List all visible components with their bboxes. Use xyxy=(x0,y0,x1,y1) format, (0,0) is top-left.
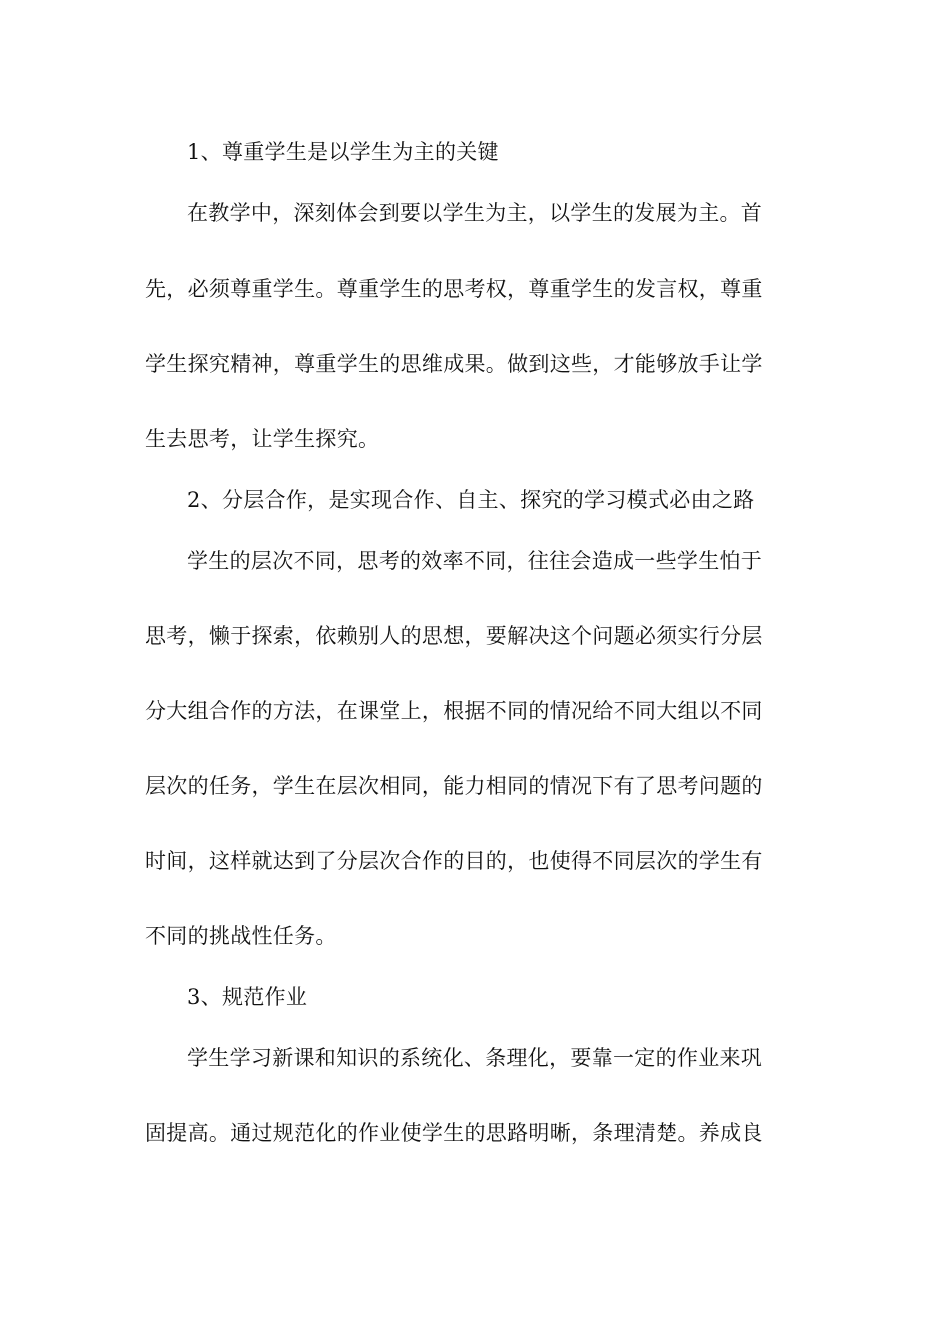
paragraph-line: 层次的任务，学生在层次相同，能力相同的情况下有了思考问题的 xyxy=(145,774,763,798)
paragraph-line: 固提高。通过规范化的作业使学生的思路明晰，条理清楚。养成良 xyxy=(145,1121,763,1145)
paragraph-line: 学生探究精神，尊重学生的思维成果。做到这些，才能够放手让学 xyxy=(145,352,763,376)
paragraph-line: 不同的挑战性任务。 xyxy=(145,924,337,948)
paragraph-line: 在教学中，深刻体会到要以学生为主，以学生的发展为主。首 xyxy=(187,201,763,225)
paragraph-line: 先，必须尊重学生。尊重学生的思考权，尊重学生的发言权，尊重 xyxy=(145,277,763,301)
paragraph-line: 时间，这样就达到了分层次合作的目的，也使得不同层次的学生有 xyxy=(145,849,763,873)
paragraph-line: 生去思考，让学生探究。 xyxy=(145,427,380,451)
paragraph-line: 学生学习新课和知识的系统化、条理化，要靠一定的作业来巩 xyxy=(187,1046,763,1070)
paragraph-line: 分大组合作的方法，在课堂上，根据不同的情况给不同大组以不同 xyxy=(145,699,763,723)
section-heading-1: 1、尊重学生是以学生为主的关键 xyxy=(187,140,499,164)
section-heading-3: 3、规范作业 xyxy=(187,985,308,1009)
paragraph-line: 学生的层次不同，思考的效率不同，往往会造成一些学生怕于 xyxy=(187,549,763,573)
paragraph-line: 思考，懒于探索，依赖别人的思想，要解决这个问题必须实行分层 xyxy=(145,624,763,648)
section-heading-2: 2、分层合作，是实现合作、自主、探究的学习模式必由之路 xyxy=(187,488,755,512)
